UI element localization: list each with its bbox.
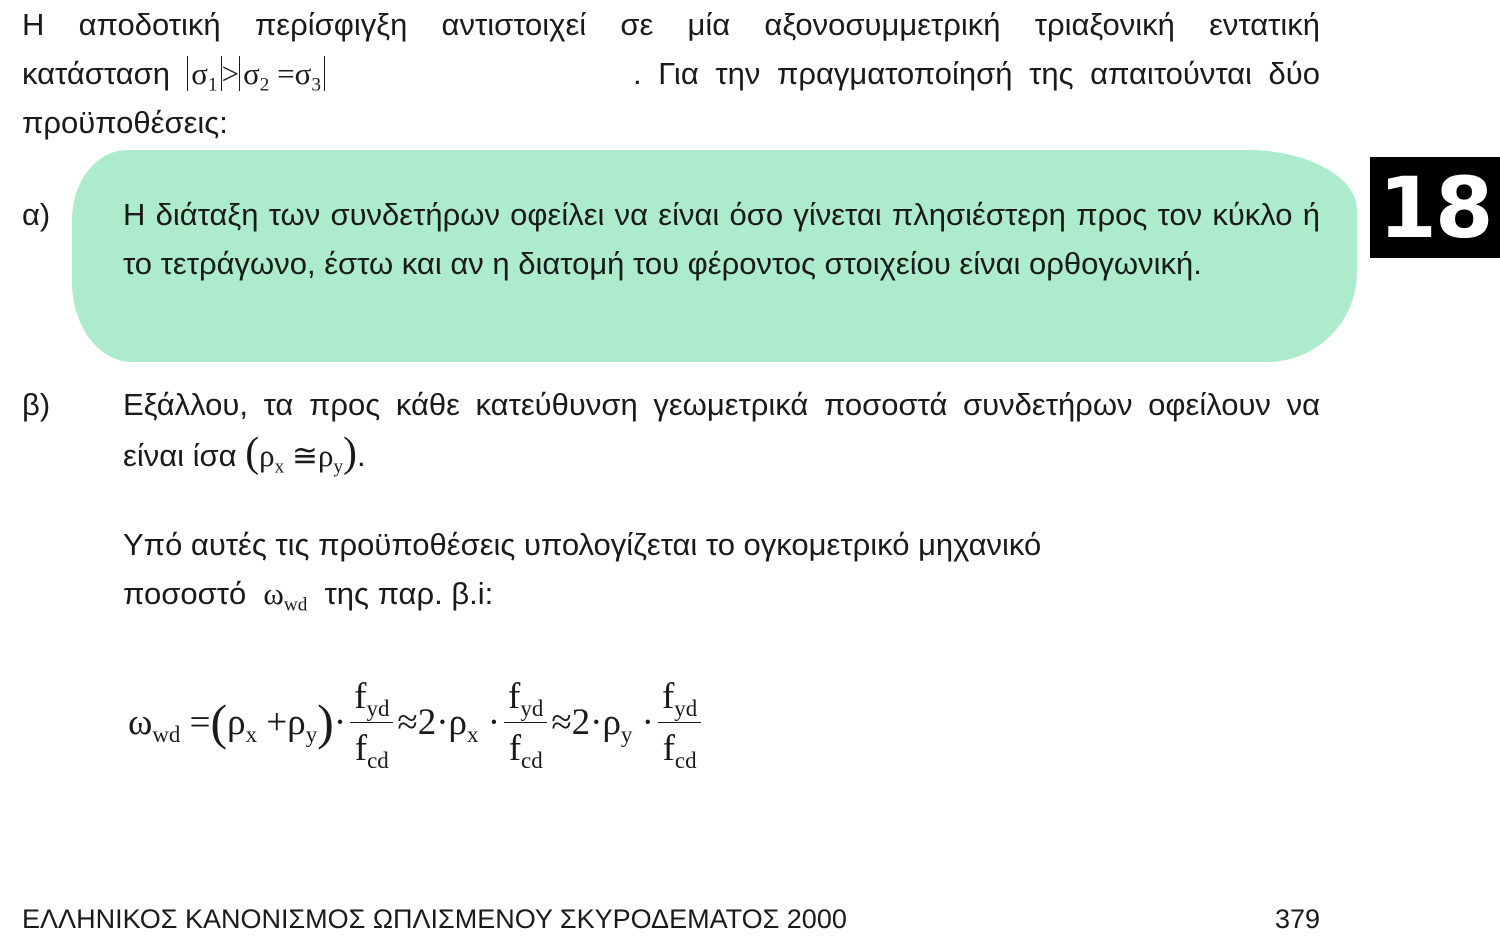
omega-wd-formula: $\omega_{wd}$ = ( $\rho_x +\rho_y$ ) · $\frac{f_{yd}}{f_{cd}}$ $\approx 2\cdot\rho_x$ · $\frac{f_{yd}}{f_{cd}}$ $\approx 2\cdot\rho_y$ · $\frac{f_{yd}}{f_{cd}}$ <box>128 662 705 782</box>
intro-line-1: Η αποδοτική περίσφιγξη αντιστοιχεί σε μία αξονοσυμμετρική τριαξονική εντατική <box>22 7 1320 42</box>
list-item-a <box>22 190 1320 340</box>
footer-title: ΕΛΛΗΝΙΚΟΣ ΚΑΝΟΝΙΣΜΟΣ ΩΠΛΙΣΜΕΝΟΥ ΣΚΥΡΟΔΕΜΑΤΟΣ 2000 <box>22 904 847 934</box>
page-number: 379 <box>1274 904 1320 934</box>
ratio-equality-formula: ($\rho_x$ $≅\rho_y$) <box>245 430 357 478</box>
intro-line-2-end: . Για την πραγματοποίησή της απαιτούνται δύο <box>632 56 1320 91</box>
list-marker-b: β) <box>22 387 51 422</box>
list-item-b-text: Εξάλλου, τα προς κάθε κατεύθυνση γεωμετρικά ποσοστά συνδετήρων οφείλουν να είναι ίσα ($\rho_x$ $≅\rho_y$). <box>123 387 1320 478</box>
omega-wd-symbol: $\omega_{wd}$ <box>263 576 308 616</box>
intro-line-3: προϋποθέσεις: <box>22 105 228 140</box>
fraction-fyd-fcd-1: $\frac{f_{yd}}{f_{cd}}$ <box>350 675 393 770</box>
chapter-tab: 18 <box>1370 157 1500 258</box>
intro-line-2-start: κατάσταση $\sigma_1 > \sigma_2 =\sigma_3$ <box>22 49 325 98</box>
note-paragraph <box>123 520 1320 618</box>
fraction-fyd-fcd-3: $\frac{f_{yd}}{f_{cd}}$ <box>658 675 701 770</box>
list-item-b <box>22 380 1320 480</box>
fraction-fyd-fcd-2: $\frac{f_{yd}}{f_{cd}}$ <box>504 675 547 770</box>
stress-condition-formula: $\sigma_1 > \sigma_2 =\sigma_3$ <box>187 56 325 91</box>
note-line-1: Υπό αυτές τις προϋποθέσεις υπολογίζεται το ογκομετρικό μηχανικό <box>123 527 1042 562</box>
intro-paragraph <box>22 0 1320 147</box>
list-item-a-text: Η διάταξη των συνδετήρων οφείλει να είναι όσο γίνεται πλησιέστερη προς τον κύκλο ή το τετράγωνο, έστω και αν η διατομή του φέροντος στοιχείου είναι ορθογωνική. <box>123 197 1320 281</box>
intro-line-2 <box>22 49 1320 98</box>
note-line-2: ποσοστό $\omega_{wd}$ της παρ. β.i: <box>123 576 494 616</box>
list-marker-a: α) <box>22 197 51 232</box>
